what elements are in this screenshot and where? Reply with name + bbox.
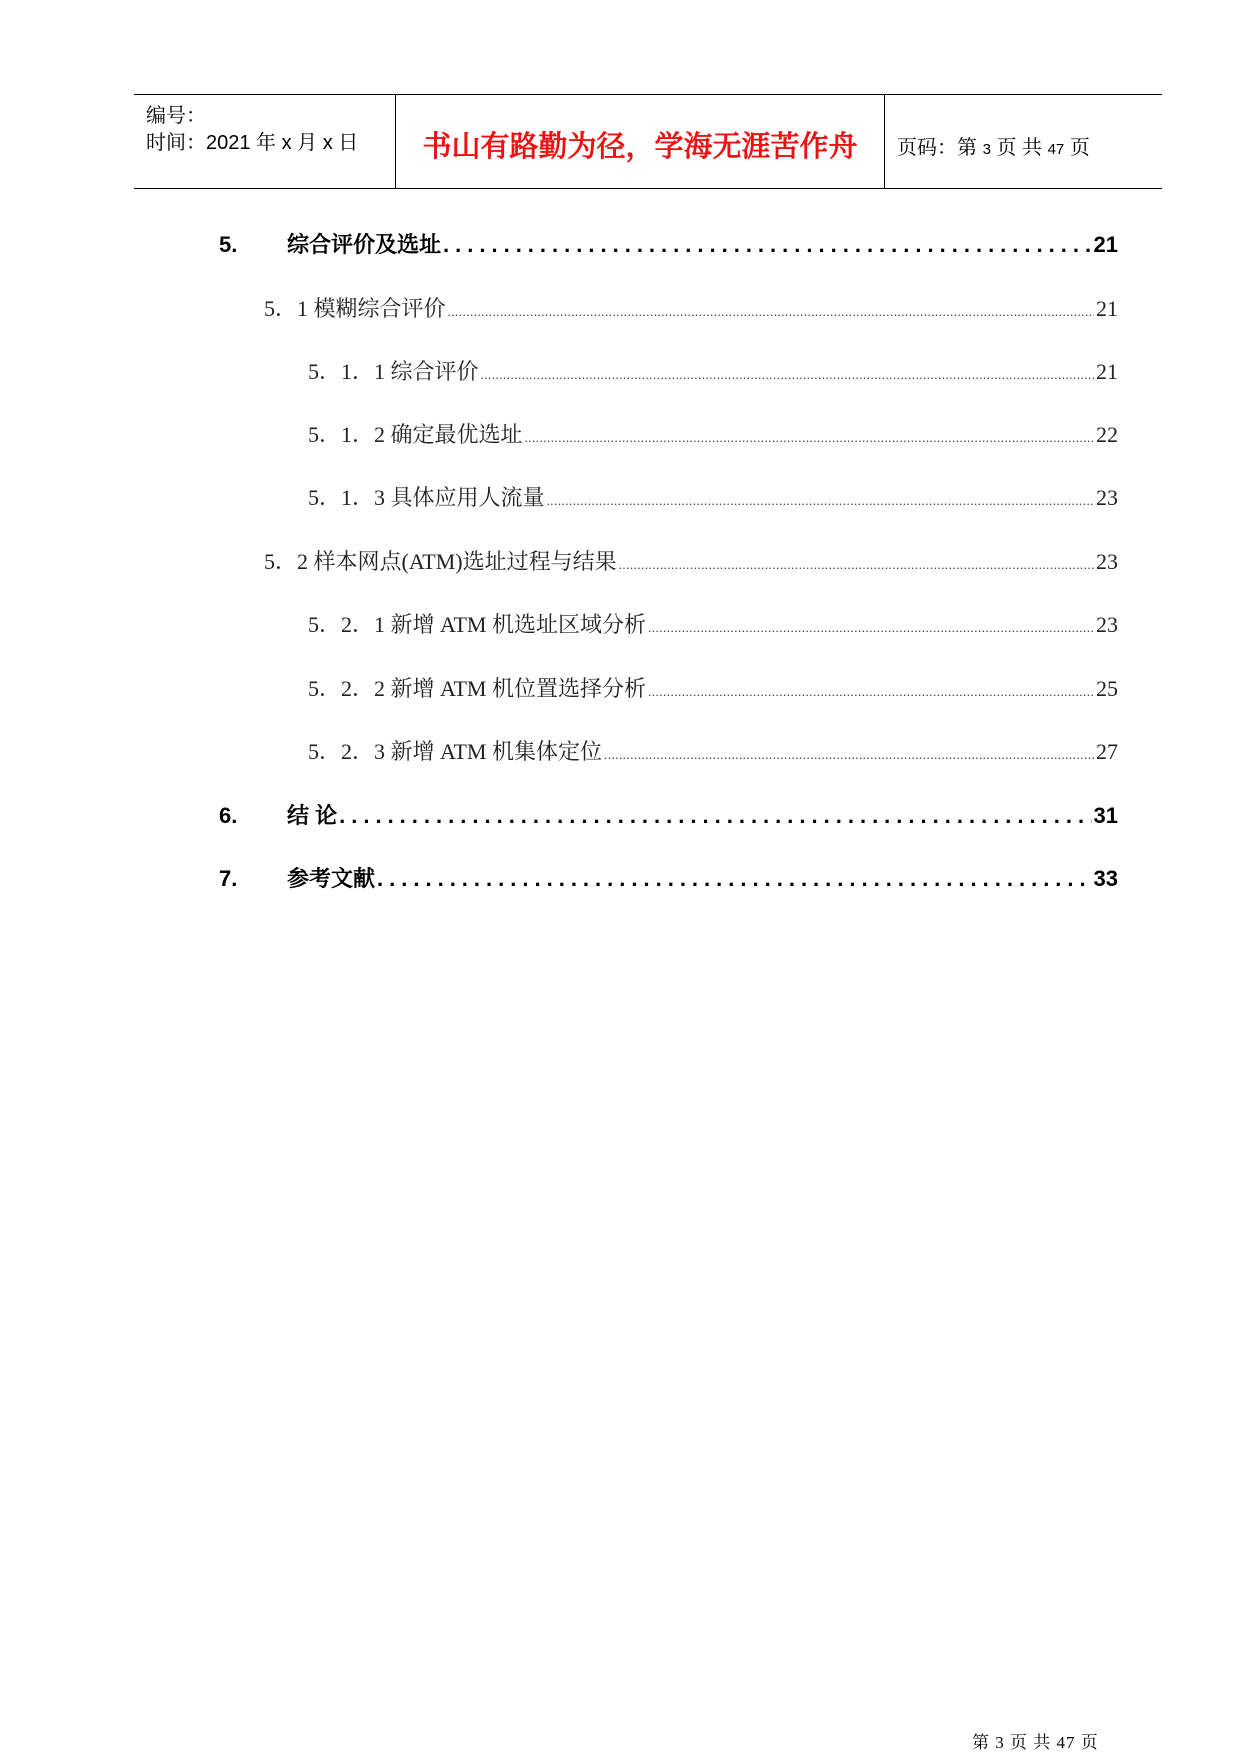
toc-leader — [619, 557, 1094, 573]
header-motto: 书山有路勤为径，学海无涯苦作舟 — [422, 129, 858, 163]
toc-title: 5．2．2 新增 ATM 机位置选择分析 — [308, 676, 646, 701]
toc-leader — [377, 866, 1092, 892]
page-mid: 页 共 — [990, 137, 1048, 159]
toc-leader — [525, 430, 1094, 446]
toc-page-number: 31 — [1093, 803, 1118, 828]
toc-page-number: 22 — [1096, 422, 1118, 447]
toc-entry[interactable] — [219, 228, 1118, 259]
toc-entry[interactable] — [308, 608, 1118, 639]
toc-leader — [648, 620, 1094, 636]
header-meta-cell — [134, 95, 396, 188]
toc-page-number: 21 — [1096, 296, 1118, 321]
header-page-cell — [885, 95, 1162, 188]
toc-title: 5．2 样本网点(ATM)选址过程与结果 — [264, 549, 617, 574]
page-suffix: 页 — [1064, 137, 1090, 159]
toc-title: 5．2．3 新增 ATM 机集体定位 — [308, 739, 602, 764]
toc-title: 5．1．1 综合评价 — [308, 359, 479, 384]
toc-number: 6. — [219, 803, 238, 828]
toc-entry[interactable] — [308, 735, 1118, 766]
toc-number: 7. — [219, 866, 238, 891]
page-prefix: 页码：第 — [897, 137, 983, 159]
header-motto-cell — [396, 95, 885, 188]
toc-leader — [547, 493, 1094, 509]
toc-entry[interactable] — [308, 481, 1118, 512]
toc-entry[interactable] — [308, 672, 1118, 703]
toc-entry[interactable] — [264, 545, 1118, 576]
page-current: 3 — [982, 141, 991, 158]
toc-page-number: 23 — [1096, 612, 1118, 637]
toc-entry[interactable] — [308, 418, 1118, 449]
toc-title: 5．1 模糊综合评价 — [264, 296, 446, 321]
toc-entry[interactable] — [264, 292, 1118, 323]
page-header — [134, 94, 1162, 189]
toc-leader — [481, 367, 1094, 383]
toc-title: 结 论 — [287, 803, 338, 828]
toc-leader — [448, 304, 1094, 320]
toc-title: 5．2．1 新增 ATM 机选址区域分析 — [308, 612, 646, 637]
toc-title: 5．1．2 确定最优选址 — [308, 422, 523, 447]
header-page-number — [897, 131, 1090, 160]
page-footer: 第 3 页 共 47 页 — [972, 1733, 1099, 1752]
toc-page-number: 23 — [1096, 485, 1118, 510]
toc-page-number: 27 — [1096, 739, 1118, 764]
document-date-label: 时间：2021 年 x 月 x 日 — [146, 132, 359, 154]
document-number-label: 编号： — [146, 105, 206, 127]
toc-number: 5. — [219, 232, 238, 257]
toc-page-number: 21 — [1093, 232, 1118, 257]
page-total: 47 — [1047, 141, 1065, 158]
toc-title: 综合评价及选址 — [287, 232, 442, 257]
toc-entry[interactable] — [308, 355, 1118, 386]
toc-page-number: 33 — [1093, 866, 1118, 891]
toc-leader — [339, 803, 1091, 829]
toc-leader — [648, 684, 1094, 700]
toc-leader — [604, 747, 1094, 763]
toc-entry[interactable] — [219, 862, 1118, 893]
toc-page-number: 23 — [1096, 549, 1118, 574]
toc-title: 参考文献 — [287, 866, 376, 891]
toc-page-number: 25 — [1096, 676, 1118, 701]
toc-entry[interactable] — [219, 799, 1118, 830]
toc-page-number: 21 — [1096, 359, 1118, 384]
toc-leader — [443, 232, 1092, 258]
toc-title: 5．1．3 具体应用人流量 — [308, 485, 545, 510]
